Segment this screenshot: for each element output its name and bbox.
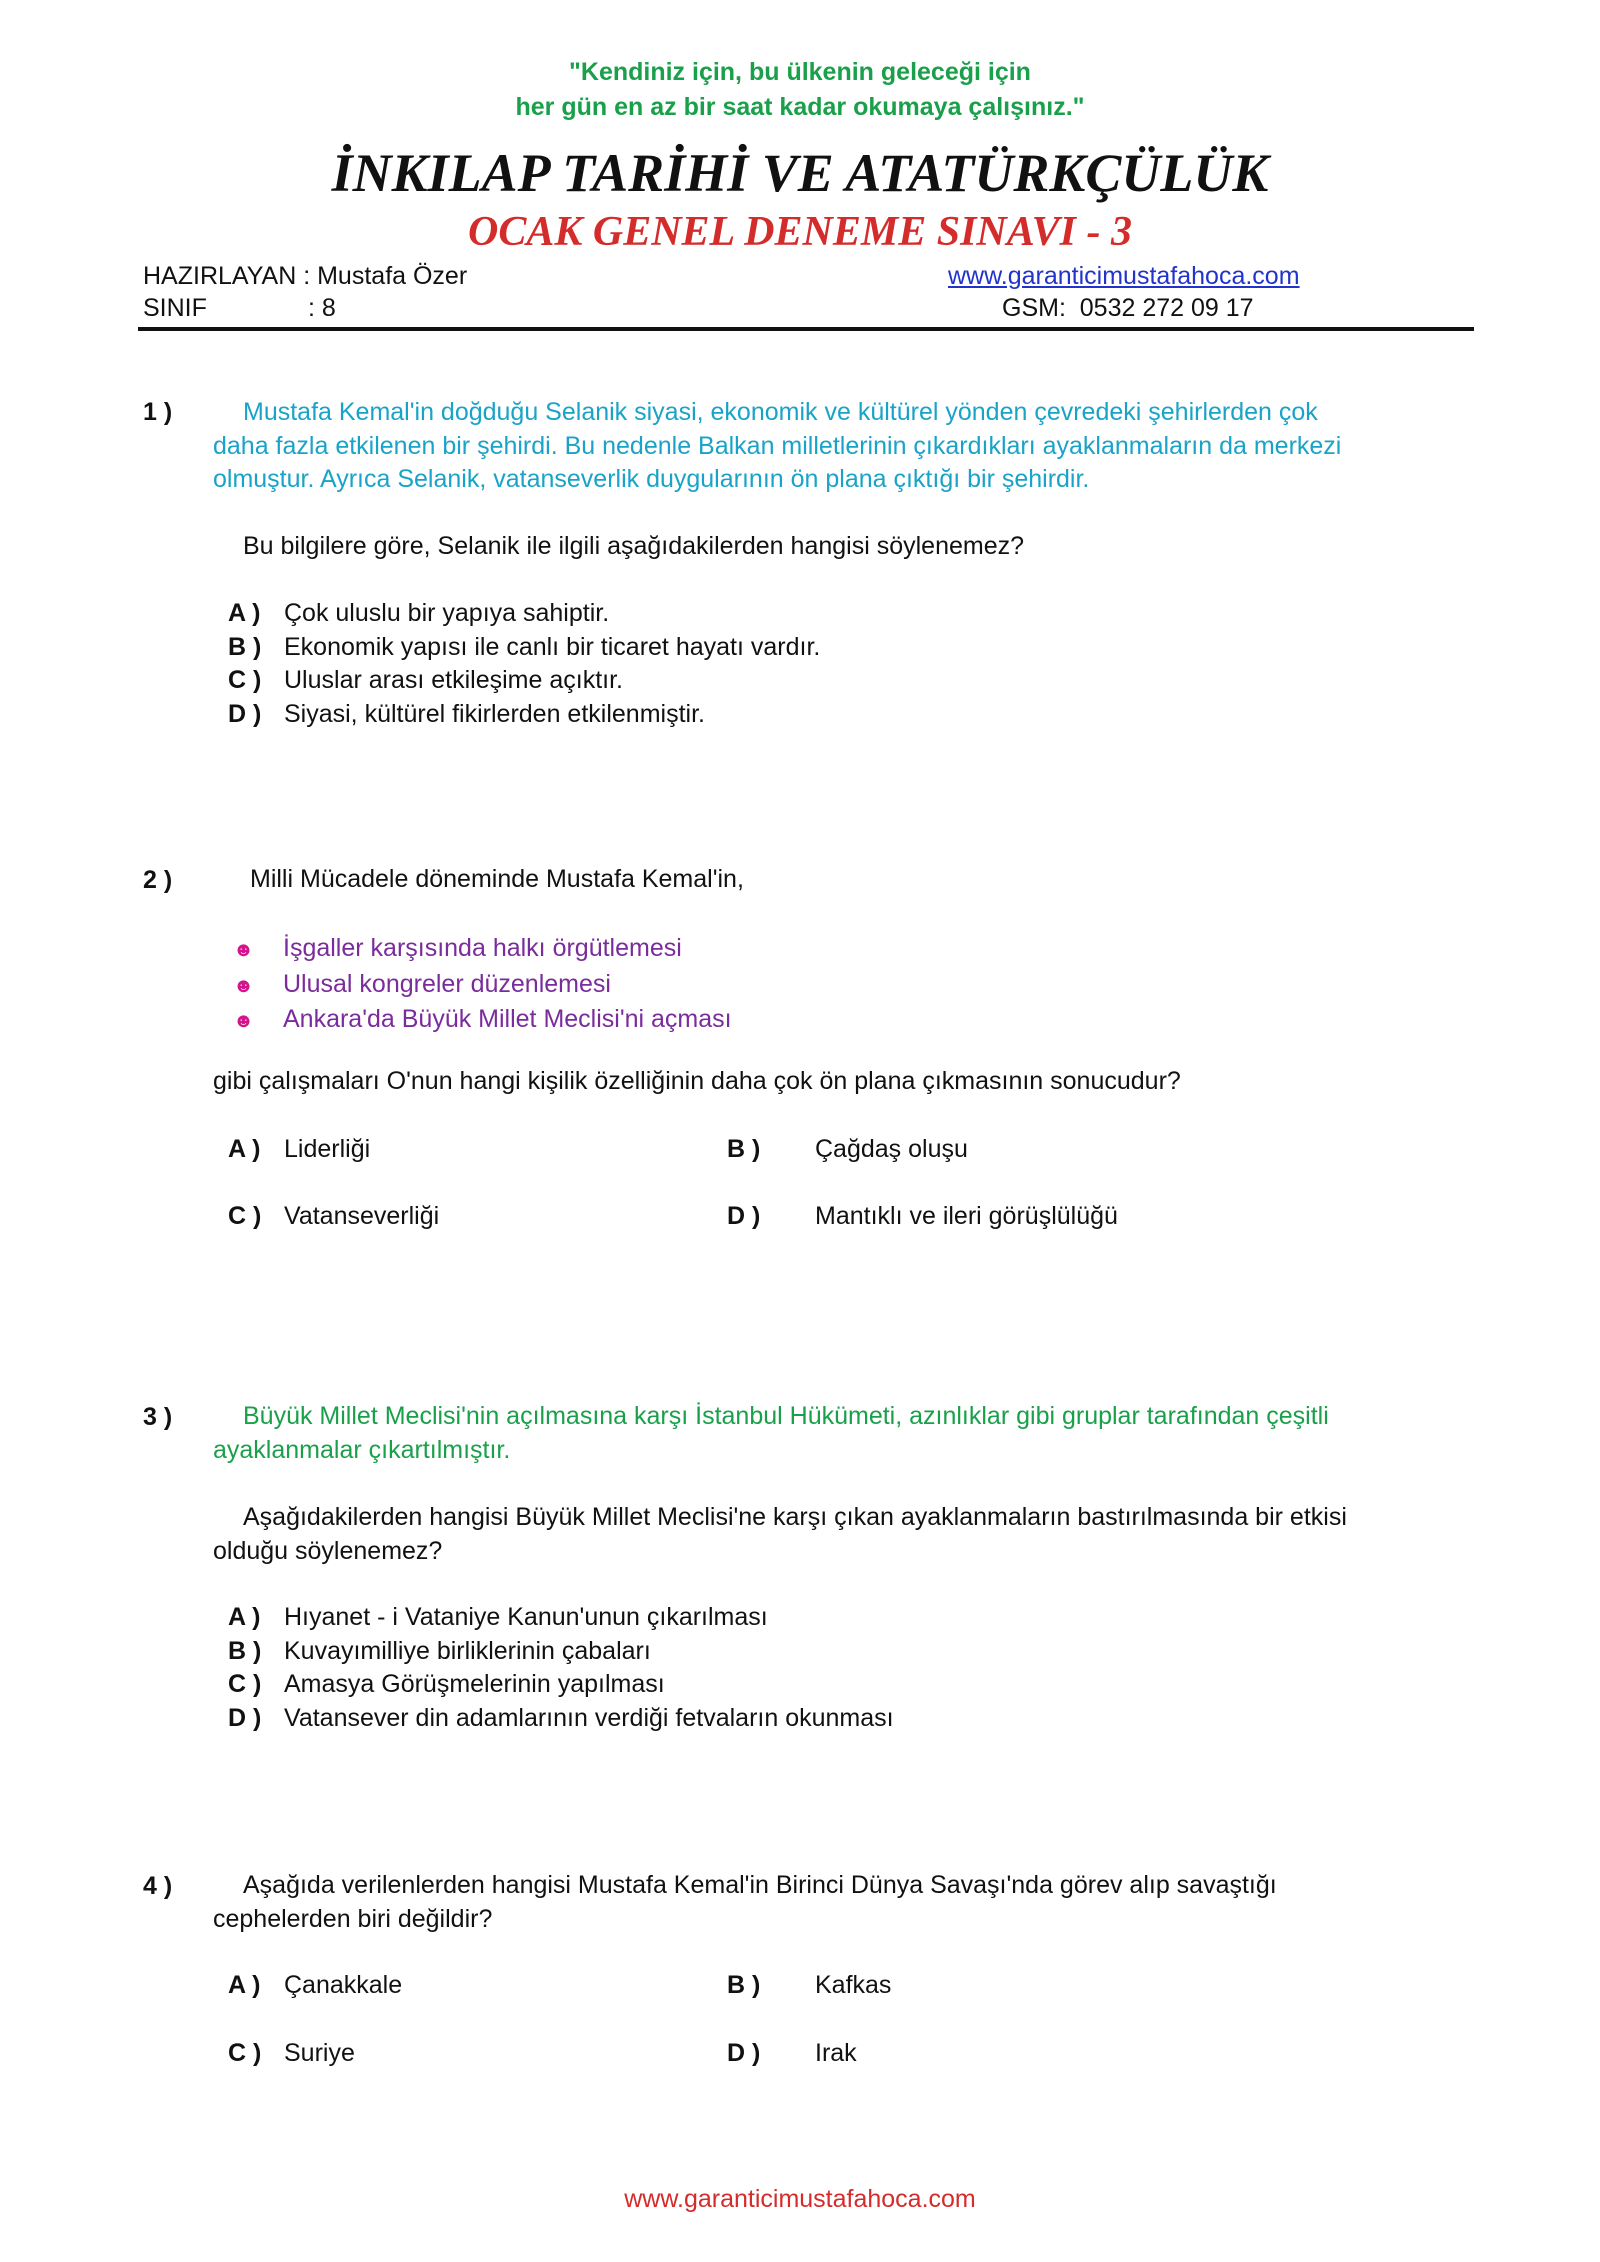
option-label: A ) bbox=[228, 1971, 261, 1999]
question-2-stem: gibi çalışmaları O'nun hangi kişilik özelliğinin daha çok ön plana çıkmasının sonucudur? bbox=[213, 1067, 1181, 1095]
question-2-intro: Milli Mücadele döneminde Mustafa Kemal'in, bbox=[250, 865, 744, 893]
bullet-text: Ankara'da Büyük Millet Meclisi'ni açması bbox=[283, 1005, 732, 1033]
website-link[interactable]: www.garanticimustafahoca.com bbox=[948, 262, 1300, 290]
option-c[interactable] bbox=[228, 1200, 439, 1234]
option-text: Siyasi, kültürel fikirlerden etkilenmiştir. bbox=[284, 699, 705, 728]
option-d[interactable] bbox=[228, 698, 820, 732]
question-3-passage bbox=[213, 1400, 1463, 1467]
question-4-stem bbox=[213, 1869, 1463, 1936]
question-2-number: 2 ) bbox=[143, 866, 173, 894]
prepared-by: HAZIRLAYAN : Mustafa Özer bbox=[143, 262, 468, 290]
smiley-icon: ☻ bbox=[233, 1010, 255, 1032]
gsm-number: GSM: 0532 272 09 17 bbox=[1002, 294, 1254, 322]
option-label: B ) bbox=[727, 1971, 761, 1999]
page-title: İNKILAP TARİHİ VE ATATÜRKÇÜLÜK bbox=[331, 143, 1269, 203]
option-a[interactable] bbox=[228, 1969, 402, 2003]
question-1-passage-line: Mustafa Kemal'in doğduğu Selanik siyasi, ekonomik ve kültürel yönden çevredeki şehirlerden çok bbox=[243, 398, 1318, 426]
bullet-item bbox=[233, 968, 732, 1004]
option-text: Suriye bbox=[284, 2039, 355, 2067]
option-label: C ) bbox=[228, 2039, 262, 2067]
option-label: B ) bbox=[727, 1135, 761, 1163]
option-label: D ) bbox=[727, 1202, 761, 1230]
option-a[interactable] bbox=[228, 597, 820, 631]
option-text: Kafkas bbox=[815, 1971, 892, 1999]
question-1-passage-line: olmuştur. Ayrıca Selanik, vatanseverlik duygularının ön plana çıktığı bir şehirdir. bbox=[213, 465, 1090, 493]
question-3-stem-line: Aşağıdakilerden hangisi Büyük Millet Meclisi'ne karşı çıkan ayaklanmaların bastırılmasında bir etkisi bbox=[243, 1503, 1347, 1531]
smiley-icon: ☻ bbox=[233, 939, 255, 961]
option-label: C ) bbox=[228, 1202, 262, 1230]
header-divider bbox=[138, 327, 1474, 331]
option-label: D ) bbox=[727, 2039, 761, 2067]
question-1-number: 1 ) bbox=[143, 398, 173, 426]
footer-website[interactable]: www.garanticimustafahoca.com bbox=[624, 2185, 976, 2213]
question-1-options bbox=[228, 597, 820, 731]
option-label: A ) bbox=[228, 599, 261, 627]
bullet-item bbox=[233, 932, 732, 968]
option-text: Kuvayımilliye birliklerinin çabaları bbox=[284, 1636, 651, 1665]
question-1-stem bbox=[213, 530, 1463, 564]
option-text: Hıyanet - i Vataniye Kanun'unun çıkarılması bbox=[284, 1603, 768, 1631]
bullet-text: Ulusal kongreler düzenlemesi bbox=[283, 969, 611, 998]
question-3-stem-line: olduğu söylenemez? bbox=[213, 1536, 443, 1565]
option-c[interactable] bbox=[228, 1668, 894, 1702]
option-label: D ) bbox=[228, 699, 262, 728]
question-4-stem-line: Aşağıda verilenlerden hangisi Mustafa Kemal'in Birinci Dünya Savaşı'nda görev alıp savaştığı bbox=[243, 1871, 1277, 1899]
smiley-icon: ☻ bbox=[233, 974, 255, 997]
question-1-passage bbox=[213, 396, 1463, 497]
option-label: A ) bbox=[228, 1135, 261, 1163]
page-subtitle: OCAK GENEL DENEME SINAVI - 3 bbox=[468, 209, 1132, 255]
question-3-number: 3 ) bbox=[143, 1403, 173, 1431]
option-b[interactable] bbox=[228, 631, 820, 665]
option-label: C ) bbox=[228, 666, 262, 694]
option-text: Çok uluslu bir yapıya sahiptir. bbox=[284, 599, 610, 627]
question-4-number: 4 ) bbox=[143, 1872, 173, 1900]
bullet-text: İşgaller karşısında halkı örgütlemesi bbox=[283, 934, 682, 962]
option-b[interactable] bbox=[228, 1635, 894, 1669]
option-label: A ) bbox=[228, 1603, 261, 1631]
option-text: Çağdaş oluşu bbox=[815, 1135, 968, 1163]
bullet-item bbox=[233, 1003, 732, 1039]
question-2-bullets bbox=[233, 932, 732, 1039]
option-c[interactable] bbox=[228, 664, 820, 698]
option-text: Irak bbox=[815, 2039, 857, 2067]
class-label: SINIF bbox=[143, 294, 207, 322]
option-text: Amasya Görüşmelerinin yapılması bbox=[284, 1670, 665, 1698]
option-a[interactable] bbox=[228, 1601, 894, 1635]
option-text: Uluslar arası etkileşime açıktır. bbox=[284, 666, 623, 694]
option-c[interactable] bbox=[228, 2037, 355, 2071]
option-text: Vatanseverliği bbox=[284, 1202, 440, 1230]
option-d[interactable] bbox=[727, 1200, 1118, 1234]
option-label: B ) bbox=[228, 1636, 262, 1665]
question-3-stem bbox=[213, 1501, 1463, 1568]
question-3-options bbox=[228, 1601, 894, 1735]
option-d[interactable] bbox=[727, 2037, 857, 2071]
option-text: Çanakkale bbox=[284, 1971, 403, 1999]
motto-line-1: "Kendiniz için, bu ülkenin geleceği için bbox=[569, 58, 1031, 86]
option-label: D ) bbox=[228, 1703, 262, 1732]
option-text: Liderliği bbox=[284, 1135, 371, 1163]
question-4-stem-line: cephelerden biri değildir? bbox=[213, 1904, 493, 1933]
option-text: Mantıklı ve ileri görüşlülüğü bbox=[815, 1202, 1118, 1230]
option-text: Ekonomik yapısı ile canlı bir ticaret hayatı vardır. bbox=[284, 632, 821, 661]
question-1-passage-line: daha fazla etkilenen bir şehirdi. Bu nedenle Balkan milletlerinin çıkardıkları ayaklanmaların da merkezi bbox=[213, 431, 1342, 460]
class-value: : 8 bbox=[308, 294, 336, 322]
question-1-stem-text: Bu bilgilere göre, Selanik ile ilgili aşağıdakilerden hangisi söylenemez? bbox=[243, 532, 1025, 560]
option-d[interactable] bbox=[228, 1702, 894, 1736]
option-a[interactable] bbox=[228, 1133, 370, 1167]
option-b[interactable] bbox=[727, 1133, 968, 1167]
option-label: C ) bbox=[228, 1670, 262, 1698]
option-text: Vatansever din adamlarının verdiği fetvaların okunması bbox=[284, 1703, 894, 1732]
question-3-passage-line: ayaklanmalar çıkartılmıştır. bbox=[213, 1435, 511, 1464]
motto-line-2: her gün en az bir saat kadar okumaya çalışınız." bbox=[515, 93, 1085, 121]
question-3-passage-line: Büyük Millet Meclisi'nin açılmasına karşı İstanbul Hükümeti, azınlıklar gibi gruplar tarafından çeşitli bbox=[243, 1402, 1329, 1430]
option-label: B ) bbox=[228, 632, 262, 661]
option-b[interactable] bbox=[727, 1969, 891, 2003]
